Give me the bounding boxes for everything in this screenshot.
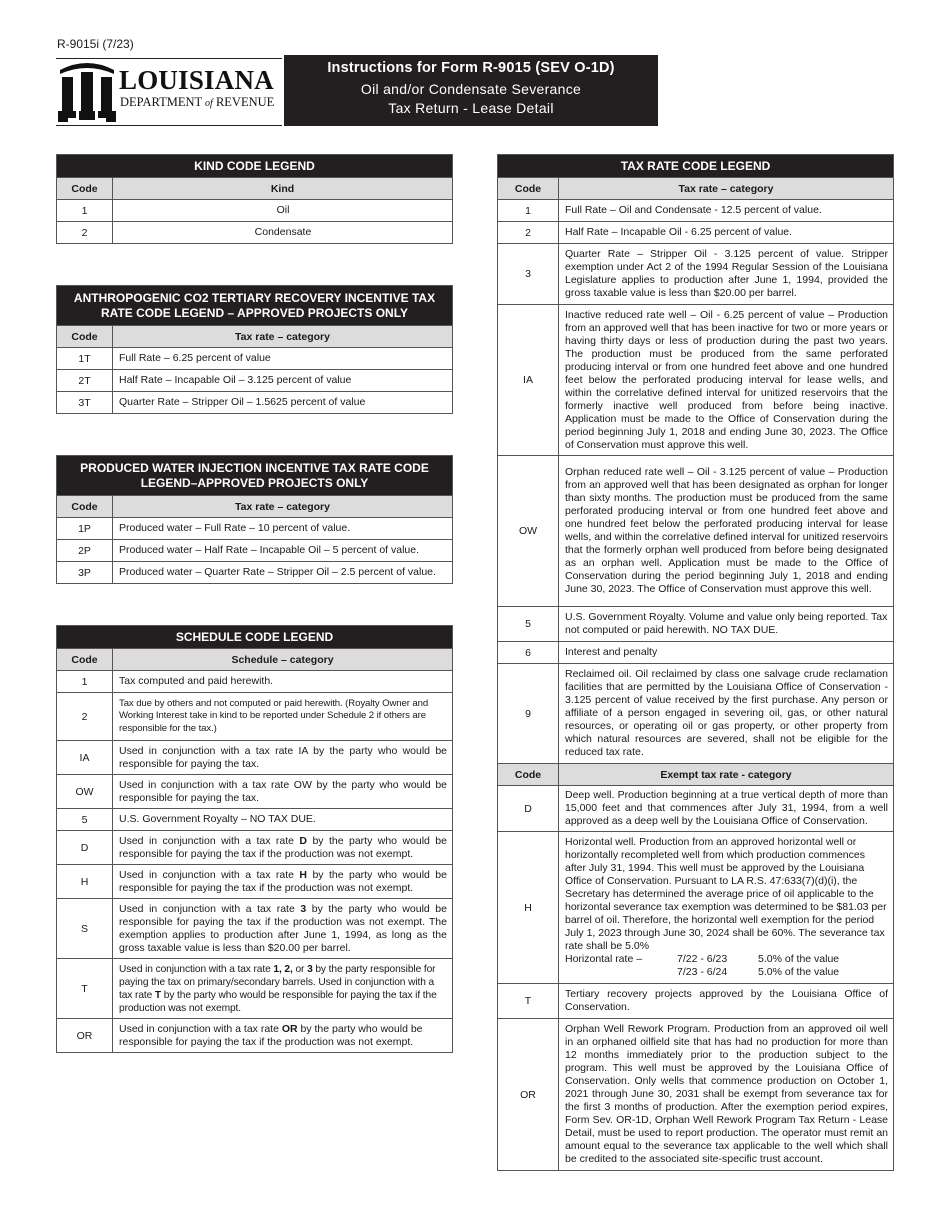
row-desc: Used in conjunction with a tax rate D by the party who would be responsible for paying the tax if the production was not exempt.	[113, 831, 453, 865]
table-row	[498, 607, 894, 642]
row-desc: Quarter Rate – Stripper Oil – 1.5625 percent of value	[113, 392, 453, 414]
row-code: H	[57, 865, 113, 899]
row-desc: Produced water – Quarter Rate – Stripper Oil – 2.5 percent of value.	[113, 562, 453, 584]
row-code: 2T	[57, 370, 113, 392]
form-subtitle-2: Tax Return - Lease Detail	[388, 100, 554, 116]
table-row	[498, 664, 894, 764]
row-code: T	[498, 984, 559, 1019]
form-id: R-9015i (7/23)	[57, 37, 134, 51]
row-desc: Half Rate – Incapable Oil – 3.125 percent of value	[113, 370, 453, 392]
row-code: 6	[498, 642, 559, 664]
row-code: 3P	[57, 562, 113, 584]
row-code: 2	[57, 222, 113, 244]
row-code: 2	[498, 222, 559, 244]
horizontal-rate-row-1: Horizontal rate – 7/22 - 6/23 5.0% of the value	[565, 953, 840, 965]
row-code: OW	[498, 456, 559, 607]
row-desc: Used in conjunction with a tax rate OR by the party who would be responsible for paying the tax if the production was not exempt.	[113, 1019, 453, 1053]
table-row	[498, 305, 894, 456]
schedule-code-legend	[56, 625, 453, 1053]
row-code: 1	[57, 200, 113, 222]
row-desc: Deep well. Production beginning at a true vertical depth of more than 15,000 feet and that commences after July 31, 1994, from a well approved as a deep well by the Louisiana Office of Conservation.	[559, 786, 894, 832]
table-row	[498, 642, 894, 664]
table-row	[57, 540, 453, 562]
row-code: 2	[57, 693, 113, 741]
row-code: S	[57, 899, 113, 959]
logo-wordmark: LOUISIANA	[119, 65, 274, 95]
table-row	[57, 809, 453, 831]
col-header-code: Code	[57, 496, 113, 518]
row-code: 1	[498, 200, 559, 222]
row-desc: Tertiary recovery projects approved by the Louisiana Office of Conservation.	[559, 984, 894, 1019]
row-desc: Inactive reduced rate well – Oil - 6.25 percent of value – Production from an approved well that has been inactive for two or more years or having thirty days or less of production during the past two years. The production must be produced from the same perforated producing interval or from one hundred feet above and one hundred feet below the perforated producing interval for lease wells, and within the correlative defined interval for unitized reservoirs that the formerly inactive well produced from before being inactive. Application must be made to the Office of Conservation during the period beginning July 1, 2018 and ending June 30, 2023. The Office of Conservation must approve this well.	[559, 305, 894, 456]
row-desc: Half Rate – Incapable Oil - 6.25 percent of value.	[559, 222, 894, 244]
table-row	[498, 984, 894, 1019]
horizontal-rate-row-2: 7/23 - 6/24 5.0% of the value	[677, 966, 840, 978]
table-row	[57, 865, 453, 899]
table-row	[498, 222, 894, 244]
table-row	[57, 518, 453, 540]
form-title-box	[284, 55, 658, 126]
col-header-desc: Kind	[113, 178, 453, 200]
pillars-icon	[56, 58, 118, 126]
produced-water-rate-legend	[56, 455, 453, 584]
row-desc: Used in conjunction with a tax rate IA by the party who would be responsible for paying the tax.	[113, 741, 453, 775]
row-desc: Used in conjunction with a tax rate 1, 2, or 3 by the party responsible for paying the tax on primary/secondary barrels. Used in conjunction with a tax rate T by the party who would be responsible for paying the tax if the production was not exempt.	[113, 959, 453, 1019]
row-code: 5	[498, 607, 559, 642]
co2-tertiary-rate-legend	[56, 285, 453, 414]
col-header-exempt: Exempt tax rate - category	[559, 764, 894, 786]
row-code: T	[57, 959, 113, 1019]
table-row	[498, 244, 894, 305]
table-row	[57, 899, 453, 959]
logo-subtitle: DEPARTMENT of REVENUE	[120, 95, 275, 109]
row-code: 3T	[57, 392, 113, 414]
row-code: D	[57, 831, 113, 865]
row-desc: Used in conjunction with a tax rate H by the party who would be responsible for paying the tax if the production was not exempt.	[113, 865, 453, 899]
table-row	[57, 741, 453, 775]
form-subtitle-1: Oil and/or Condensate Severance	[360, 81, 582, 97]
table-row	[498, 200, 894, 222]
table-row	[498, 786, 894, 832]
row-code: IA	[57, 741, 113, 775]
row-desc: Quarter Rate – Stripper Oil - 3.125 percent of value. Stripper exemption under Act 2 of the 1994 Regular Session of the Louisiana Legislature applies to production after June 1, 1994, provided the gross taxable value is less than $20.00 per barrel.	[559, 244, 894, 305]
legend-title: KIND CODE LEGEND	[57, 155, 453, 178]
row-desc: U.S. Government Royalty – NO TAX DUE.	[113, 809, 453, 831]
kind-code-legend	[56, 154, 453, 244]
legend-title: ANTHROPOGENIC CO2 TERTIARY RECOVERY INCENTIVE TAX RATE CODE LEGEND – APPROVED PROJECTS ONLY	[57, 286, 453, 326]
row-desc: Reclaimed oil. Oil reclaimed by class one salvage crude reclamation facilities that are permitted by the Louisiana Office of Conservation - 3.125 percent of value received by the first purchase. Any person or affiliate of a person engaged in severing oil, gas, or other natural resources, or operating oil or gas property, or other property from which natural resources are severed, shall not be eligible for the reduced tax rate.	[559, 664, 894, 764]
row-desc: Condensate	[113, 222, 453, 244]
row-code: OR	[57, 1019, 113, 1053]
row-desc: Produced water – Full Rate – 10 percent of value.	[113, 518, 453, 540]
col-header-desc: Tax rate – category	[113, 326, 453, 348]
col-header-desc: Tax rate – category	[113, 496, 453, 518]
col-header-code: Code	[498, 178, 559, 200]
row-desc: Full Rate – 6.25 percent of value	[113, 348, 453, 370]
louisiana-dor-logo	[56, 58, 282, 126]
row-desc: Tax due by others and not computed or paid herewith. (Royalty Owner and Working Interest take in kind to be reported under Schedule 2 if others are responsible for the tax.)	[113, 693, 453, 741]
row-desc: Oil	[113, 200, 453, 222]
form-title: Instructions for Form R-9015 (SEV O-1D)	[327, 60, 615, 76]
col-header-desc: Tax rate – category	[559, 178, 894, 200]
table-row	[57, 1019, 453, 1053]
row-desc: Interest and penalty	[559, 642, 894, 664]
table-row	[498, 832, 894, 984]
col-header-code: Code	[57, 326, 113, 348]
col-header-code: Code	[57, 178, 113, 200]
row-code: D	[498, 786, 559, 832]
table-row	[57, 222, 453, 244]
table-row	[57, 562, 453, 584]
row-desc: Produced water – Half Rate – Incapable Oil – 5 percent of value.	[113, 540, 453, 562]
row-code: 9	[498, 664, 559, 764]
table-row	[57, 959, 453, 1019]
tax-rate-code-legend	[497, 154, 894, 1171]
table-row	[57, 775, 453, 809]
row-code: 5	[57, 809, 113, 831]
row-code: 3	[498, 244, 559, 305]
row-desc: Orphan reduced rate well – Oil - 3.125 percent of value – Production from an approved well that has been designated as orphan for longer than sixty months. The production must be produced from the same perforated producing interval or from one hundred feet above and one hundred feet below the perforated producing interval for lease wells, and within the correlative defined interval for unitized reservoirs that the formerly orphan well produced from before being designated as an orphan well. Application must be made to the Office of Conservation during the period beginning July 1, 2018 and ending June 30, 2023. The Office of Conservation must approve this well.	[559, 456, 894, 607]
legend-title: SCHEDULE CODE LEGEND	[57, 626, 453, 649]
table-row	[57, 348, 453, 370]
row-desc: Full Rate – Oil and Condensate - 12.5 percent of value.	[559, 200, 894, 222]
table-row	[57, 831, 453, 865]
row-code: 1	[57, 671, 113, 693]
row-desc: Used in conjunction with a tax rate OW by the party who would be responsible for paying the tax.	[113, 775, 453, 809]
row-code: 1P	[57, 518, 113, 540]
row-code: OR	[498, 1019, 559, 1171]
table-row	[57, 392, 453, 414]
row-desc: Tax computed and paid herewith.	[113, 671, 453, 693]
table-row	[57, 370, 453, 392]
row-desc	[559, 832, 894, 984]
legend-title: PRODUCED WATER INJECTION INCENTIVE TAX RATE CODE LEGEND–APPROVED PROJECTS ONLY	[57, 456, 453, 496]
row-code: H	[498, 832, 559, 984]
row-code: OW	[57, 775, 113, 809]
row-desc: Used in conjunction with a tax rate 3 by the party who would be responsible for paying the tax if the production was not exempt. The exemption applies to production after June 1, 1994, as long as the gross taxable value is less than $20.00 per barrel.	[113, 899, 453, 959]
table-row	[498, 456, 894, 607]
col-header-desc: Schedule – category	[113, 649, 453, 671]
row-desc: Orphan Well Rework Program. Production from an approved oil well in an orphaned oilfield site that has had no production for more than 12 months immediately prior to the production subject to the program. This well must be approved by the Louisiana Office of Conservation. Only wells that commence production on October 1, 2021 through June 30, 2031 shall be exempt from severance tax for the first 3 months of production. After the exemption period expires, Form Sev. OR-1D, Orphan Well Rework Program Tax Return - Lease Detail, must be used to report production. The operator must remit an amount equal to the severance tax applicable to the well which shall be credited to the associated site-specific trust account.	[559, 1019, 894, 1171]
table-row	[57, 671, 453, 693]
horizontal-well-text: Horizontal well. Production from an approved horizontal well or horizontally recompleted well from which production commences after July 31, 1994. This well must be approved by the Louisiana Office of Conservation. Pursuant to LA R.S. 47:633(7)(d)(i), the Secretary has determined the average price of oil applicable to the horizontal severance tax exemption was determined to be $81.03 per barrel of oil. Therefore, the horizontal well exemption for the period July 1, 2023 through June 30, 2024 shall be 60%. The severance tax rate shall be 5.0%	[565, 836, 887, 952]
table-row	[57, 200, 453, 222]
col-header-code: Code	[498, 764, 559, 786]
col-header-code: Code	[57, 649, 113, 671]
row-code: IA	[498, 305, 559, 456]
legend-title: TAX RATE CODE LEGEND	[498, 155, 894, 178]
row-code: 1T	[57, 348, 113, 370]
table-row	[498, 1019, 894, 1171]
table-row	[57, 693, 453, 741]
row-code: 2P	[57, 540, 113, 562]
row-desc: U.S. Government Royalty. Volume and value only being reported. Tax not computed or paid herewith. NO TAX DUE.	[559, 607, 894, 642]
